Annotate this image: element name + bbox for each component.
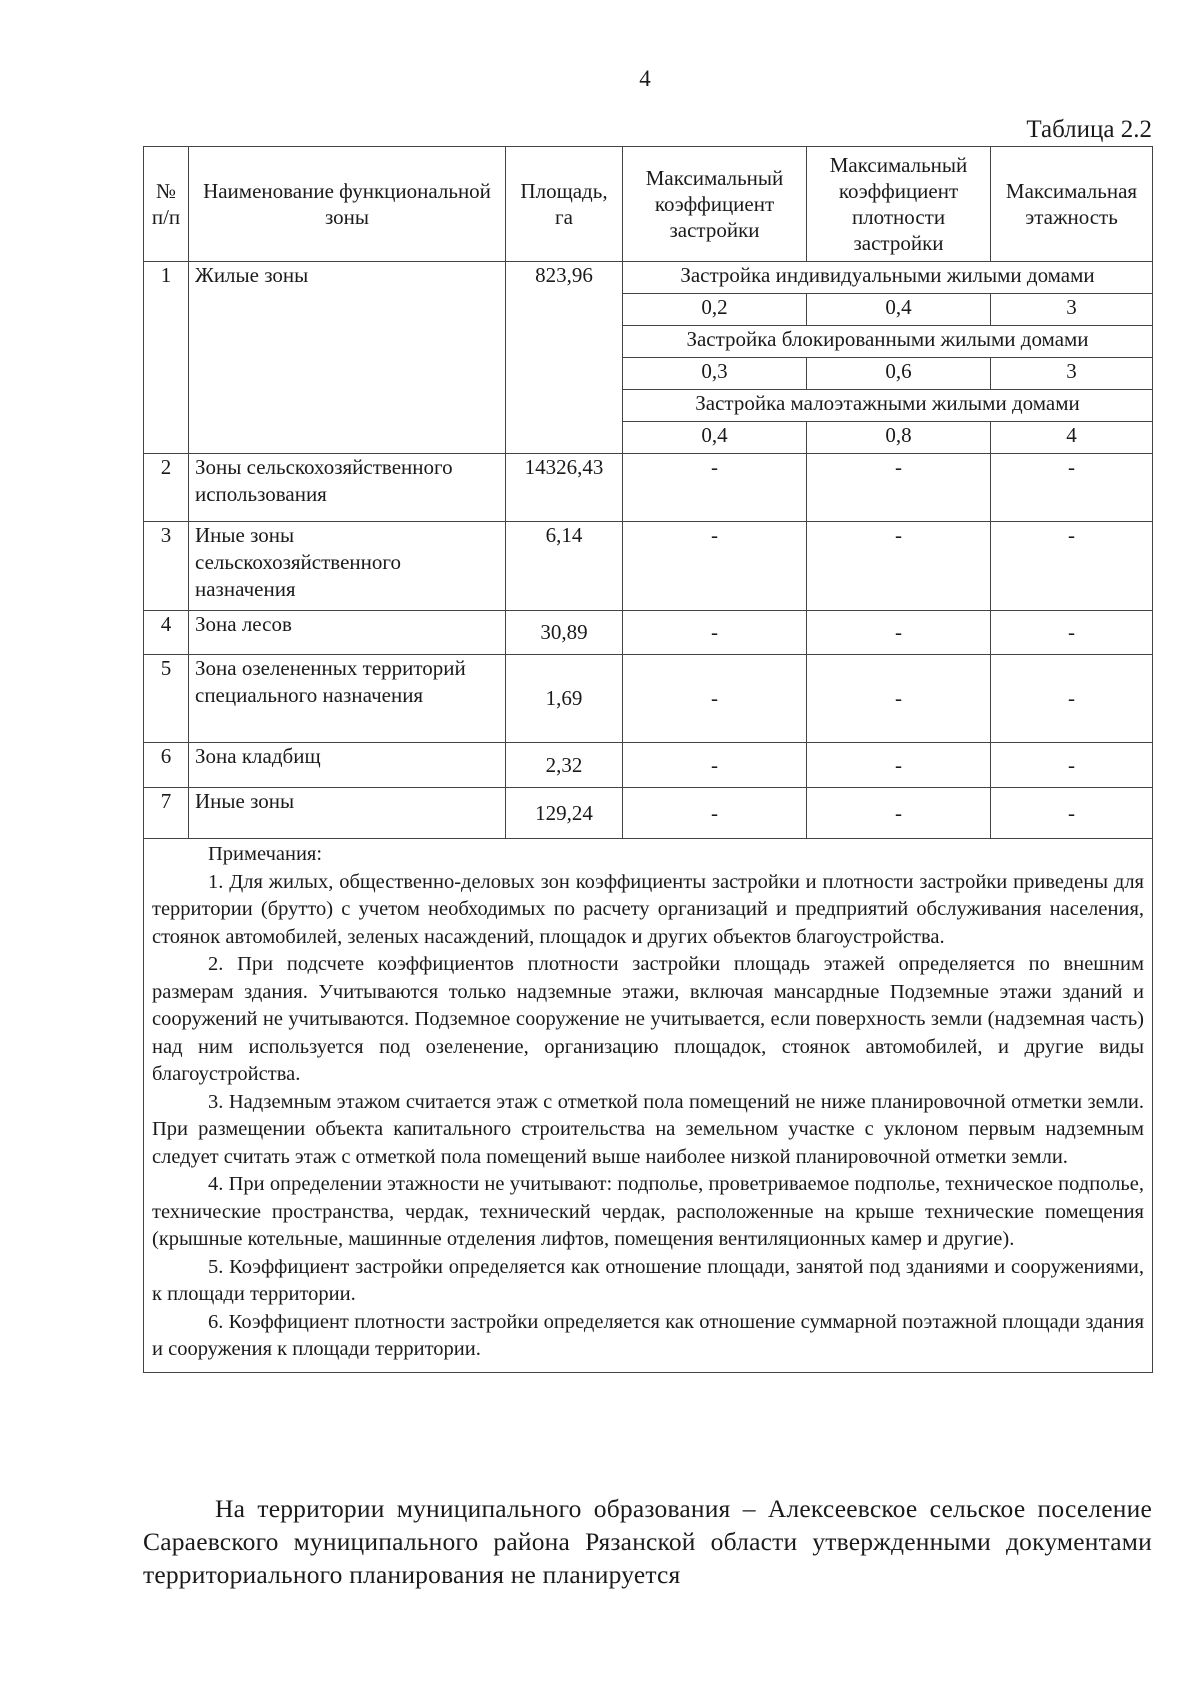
row-floors: -	[991, 655, 1153, 743]
row-num: 4	[144, 611, 189, 655]
notes-title: Примечания:	[208, 843, 323, 865]
row-density: -	[807, 454, 991, 522]
row-floors: -	[991, 743, 1153, 788]
row-coef: -	[623, 522, 807, 611]
note-item: 6. Коэффициент плотности застройки определяется как отношение суммарной поэтажной площади здания и сооружения к площади территории.	[152, 1310, 1144, 1360]
row-floors: 4	[991, 422, 1153, 454]
row-name: Иные зоны сельскохозяйственного назначения	[189, 522, 506, 611]
zones-table	[143, 146, 1153, 1373]
body-paragraph: На территории муниципального образования – Алексеевское сельское поселение Сараевского муниципального района Рязанской области утвержденными документами территориального планирования не планируется	[143, 1494, 1152, 1589]
row-num: 6	[144, 743, 189, 788]
row-coef: -	[623, 611, 807, 655]
row-coef: -	[623, 743, 807, 788]
row-name: Жилые зоны	[189, 262, 506, 454]
row-coef: 0,3	[623, 358, 807, 390]
table-caption: Таблица 2.2	[1026, 116, 1152, 143]
note-item: 2. При подсчете коэффициентов плотности застройки площадь этажей определяется по внешним размерам здания. Учитываются только надземные этажи, включая мансардные Подземные этажи зданий и сооружений не учитываются. Подземное сооружение не учитывается, если поверхность земли (надземная часть) над ним используется под озеленение, организацию площадок, стоянок автомобилей, и другие виды благоустройства.	[152, 953, 1144, 1085]
row-name: Зоны сельскохозяйственного использования	[189, 454, 506, 522]
row-density: -	[807, 743, 991, 788]
table-row	[144, 454, 1153, 522]
page-number: 4	[639, 66, 651, 91]
table-row	[144, 611, 1153, 655]
subgroup-label: Застройка малоэтажными жилыми домами	[623, 390, 1153, 422]
subgroup-label: Застройка индивидуальными жилыми домами	[623, 262, 1153, 294]
note-item: 4. При определении этажности не учитывают: подполье, проветриваемое подполье, техническое подполье, технические пространства, чердак, технический чердак, расположенные на крыше технические помещения (крышные котельные, машинные отделения лифтов, помещения вентиляционных камер и другие).	[152, 1173, 1144, 1250]
row-num: 5	[144, 655, 189, 743]
row-floors: -	[991, 611, 1153, 655]
row-num: 7	[144, 788, 189, 839]
row-name: Зона кладбищ	[189, 743, 506, 788]
note-item: 3. Надземным этажом считается этаж с отметкой пола помещений не ниже планировочной отметки земли. При размещении объекта капитального строительства на земельном участке с уклоном первым надземным следует считать этаж с отметкой пола помещений выше наиболее низкой планировочной отметки земли.	[152, 1090, 1144, 1168]
header-name: Наименование функциональной зоны	[189, 147, 506, 262]
row-area: 2,32	[506, 743, 623, 788]
row-name: Иные зоны	[189, 788, 506, 839]
row-num: 2	[144, 454, 189, 522]
row-floors: -	[991, 454, 1153, 522]
header-area: Площадь, га	[506, 147, 623, 262]
table-row	[144, 522, 1153, 611]
row-area: 14326,43	[506, 454, 623, 522]
row-coef: -	[623, 788, 807, 839]
row-floors: 3	[991, 294, 1153, 326]
row-density: 0,4	[807, 294, 991, 326]
row-coef: 0,4	[623, 422, 807, 454]
row-num: 3	[144, 522, 189, 611]
row-density: -	[807, 611, 991, 655]
table-row	[144, 262, 1153, 294]
row-density: 0,6	[807, 358, 991, 390]
row-area: 823,96	[506, 262, 623, 454]
note-item: 5. Коэффициент застройки определяется как отношение площади, занятой под зданиями и сооружениями, к площади территории.	[152, 1255, 1144, 1305]
table-row	[144, 743, 1153, 788]
header-coef: Максимальный коэффициент застройки	[623, 147, 807, 262]
row-floors: -	[991, 522, 1153, 611]
subgroup-label: Застройка блокированными жилыми домами	[623, 326, 1153, 358]
row-coef: 0,2	[623, 294, 807, 326]
row-name: Зона лесов	[189, 611, 506, 655]
row-floors: 3	[991, 358, 1153, 390]
notes-row	[144, 839, 1153, 1373]
table-header-row	[144, 147, 1153, 262]
row-area: 129,24	[506, 788, 623, 839]
header-floors: Максимальная этажность	[991, 147, 1153, 262]
notes	[144, 839, 1153, 1373]
row-coef: -	[623, 454, 807, 522]
note-item: 1. Для жилых, общественно-деловых зон коэффициенты застройки и плотности застройки приведены для территории (брутто) с учетом необходимых по расчету организаций и предприятий обслуживания населения, стоянок автомобилей, зеленых насаждений, площадок и других объектов благоустройства.	[152, 870, 1144, 948]
header-density: Максимальный коэффициент плотности застройки	[807, 147, 991, 262]
table-row	[144, 655, 1153, 743]
row-density: -	[807, 655, 991, 743]
table-row	[144, 788, 1153, 839]
row-density: -	[807, 788, 991, 839]
row-area: 1,69	[506, 655, 623, 743]
row-floors: -	[991, 788, 1153, 839]
row-density: -	[807, 522, 991, 611]
row-density: 0,8	[807, 422, 991, 454]
row-area: 30,89	[506, 611, 623, 655]
row-name: Зона озелененных территорий специального назначения	[189, 655, 506, 743]
row-num: 1	[144, 262, 189, 454]
row-coef: -	[623, 655, 807, 743]
row-area: 6,14	[506, 522, 623, 611]
header-num: № п/п	[144, 147, 189, 262]
